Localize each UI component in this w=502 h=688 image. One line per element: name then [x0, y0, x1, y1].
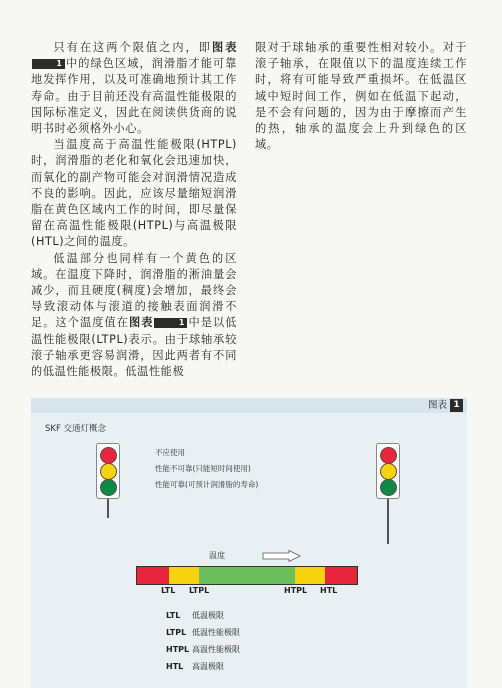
green-lamp-icon: [100, 479, 117, 496]
legend-abbr: LTL: [166, 611, 181, 620]
bar-green: [199, 567, 295, 584]
tick-htpl: HTPL: [284, 586, 308, 595]
legend-desc: 高温性能极限: [192, 645, 240, 654]
red-lamp-icon: [380, 447, 397, 464]
legend-abbr: HTL: [166, 662, 184, 671]
right-light-pole: [387, 498, 389, 544]
legend-desc: 高温极限: [192, 662, 224, 671]
left-traffic-light: [96, 443, 120, 499]
left-text-column: [31, 40, 237, 380]
legend-desc: 低温性能极限: [192, 628, 240, 637]
green-lamp-icon: [380, 479, 397, 496]
tick-htl: HTL: [320, 586, 338, 595]
note-yellow: 性能不可靠(只能短时间使用): [155, 464, 251, 473]
figure-ref-badge: 1: [154, 318, 187, 328]
figure-number-badge: 1: [450, 399, 463, 412]
bar-yellow-high: [295, 567, 325, 584]
text-run: 中的绿色区域，润滑脂才能可靠地发挥作用，以及可准确地预计其工作寿命。由于目前还没有高温性能极限的国际标准定义，因此在阅读供货商的说明书时必须格外小心。: [31, 57, 237, 136]
temperature-label: 温度: [209, 551, 225, 560]
figure-ref-badge: 1: [32, 59, 65, 69]
paragraph-3: [31, 251, 237, 381]
figure-ref: 图表: [128, 316, 154, 330]
arrow-right-icon: [262, 550, 302, 562]
legend-abbr: LTPL: [166, 628, 187, 637]
temperature-bar: [136, 566, 358, 585]
bar-yellow-low: [169, 567, 199, 584]
figure-ref: 图表: [212, 41, 238, 54]
legend-abbr: HTPL: [166, 645, 190, 654]
figure-header: [31, 398, 467, 413]
left-light-pole: [107, 498, 109, 518]
text-run: 中是以低温性能极限(LTPL)表示。由于球轴承较滚子轴承更容易润滑，因此两者有不同的低温性能极限。低温性能极: [31, 316, 237, 379]
traffic-light-figure: [31, 398, 467, 688]
paragraph-2: 当温度高于高温性能极限(HTPL)时，润滑脂的老化和氧化会迅速加快，而氧化的副产物可能会对润滑情况造成不良的影响。因此，应该尽量缩短润滑脂在黄色区域内工作的时间，即尽量保留在高温性能极限(HTPL)与高温极限(HTL)之间的温度。: [31, 138, 237, 249]
paragraph-4: 限对于球轴承的重要性相对较小。对于滚子轴承，在限值以下的温度连续工作时，将有可能导致严重损坏。在低温区域中短时间工作，例如在低温下起动，是不会有问题的，因为由于摩擦而产生的热，轴承的温度会上升到绿色的区域。: [255, 41, 467, 152]
bar-red-high: [325, 567, 357, 584]
right-traffic-light: [376, 443, 400, 499]
text-run: 只有在这两个限值之内，即: [53, 41, 212, 54]
paragraph-1: [31, 40, 237, 137]
note-red: 不应使用: [155, 448, 185, 457]
figure-label: 图表: [427, 400, 447, 411]
bar-red-low: [137, 567, 169, 584]
legend-htl: [166, 661, 224, 672]
yellow-lamp-icon: [100, 463, 117, 480]
red-lamp-icon: [100, 447, 117, 464]
figure-title: SKF 交通灯概念: [45, 424, 107, 434]
legend-ltpl: [166, 627, 240, 638]
legend-ltl: [166, 610, 224, 621]
legend-htpl: [166, 644, 240, 655]
right-text-column: [255, 40, 467, 153]
yellow-lamp-icon: [380, 463, 397, 480]
note-green: 性能可靠(可预计润滑脂的寿命): [155, 480, 259, 489]
text-run: 低温部分也同样有一个黄色的区域。在温度下降时，润滑脂的淅油量会减少，而且硬度(稠度)会增加，最终会导致滚动体与滚道的接触表面润滑不足。这个温度值在: [31, 251, 237, 330]
tick-ltpl: LTPL: [189, 586, 210, 595]
tick-ltl: LTL: [161, 586, 176, 595]
legend-desc: 低温极限: [192, 611, 224, 620]
